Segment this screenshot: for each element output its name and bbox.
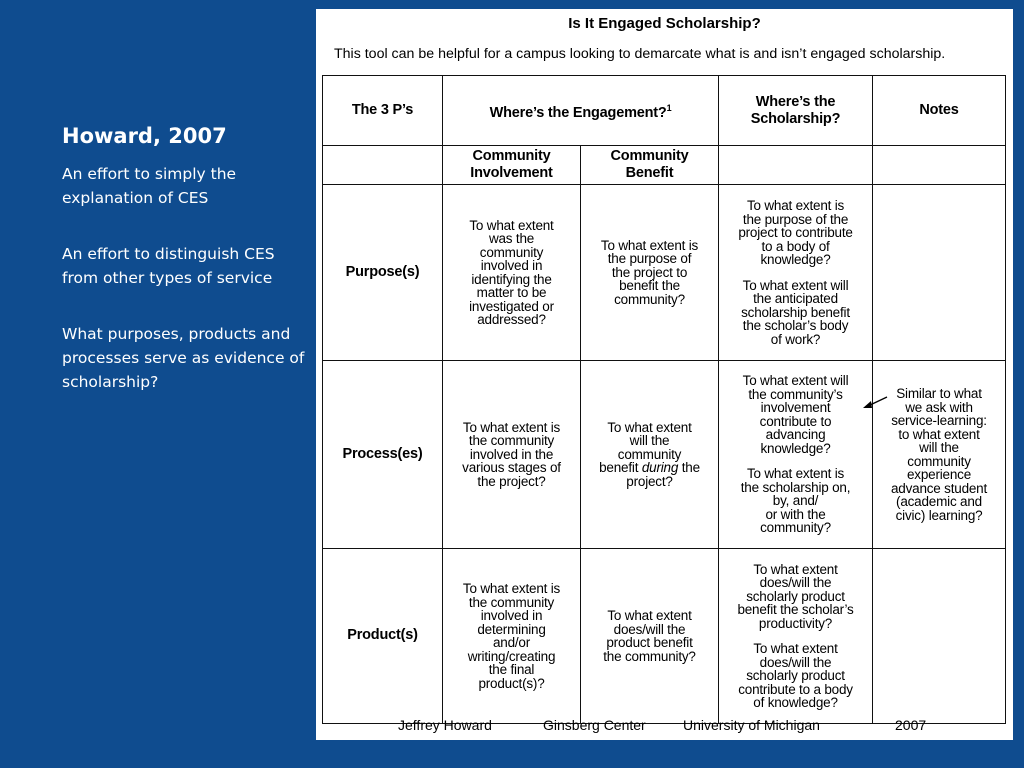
cell-process-benefit — [581, 361, 719, 549]
row-purpose — [323, 185, 1006, 361]
header-row — [323, 76, 1006, 146]
subheader-community-benefit: Community Benefit — [581, 146, 719, 185]
document-footer — [316, 717, 1013, 737]
benefit-text: To what extent will the community benefit — [599, 419, 692, 476]
footnote-marker: 1 — [666, 102, 672, 113]
notes-wrapper — [876, 387, 1002, 522]
scholarship-question: To what extent does/will the scholarly product contribute to a body of knowledge? — [738, 641, 853, 710]
header-3ps: The 3 P’s — [323, 76, 443, 146]
scholarship-question: To what extent will the community’s involvement contribute to advancing knowledge? — [742, 373, 849, 456]
slide-title: Howard, 2007 — [62, 124, 227, 148]
footer-center: Ginsberg Center — [543, 717, 646, 733]
bullet-point: An effort to distinguish CES from other types of service — [62, 245, 275, 287]
subheader-empty — [873, 146, 1006, 185]
cell-process-involvement: To what extent is the community involved in the various stages of the project? — [443, 361, 581, 549]
sidebar — [62, 124, 314, 426]
cell-product-benefit: To what extent does/will the product benefit the community? — [581, 549, 719, 724]
document-image — [316, 9, 1013, 740]
scholarship-question: To what extent is the scholarship on, by, and/ or with the community? — [740, 466, 851, 536]
header-engagement-label: Where’s the Engagement? — [489, 104, 667, 121]
subheader-empty — [719, 146, 873, 185]
row-label-purpose: Purpose(s) — [323, 185, 443, 361]
row-label-product: Product(s) — [323, 549, 443, 724]
scholarship-question: To what extent is the purpose of the project to contribute to a body of knowledge? — [738, 198, 853, 267]
cell-product-notes — [873, 549, 1006, 724]
cell-purpose-involvement: To what extent was the community involved in identifying the matter to be investigated or addressed? — [443, 185, 581, 361]
subheader-community-involvement: Community Involvement — [443, 146, 581, 185]
scholarship-question: To what extent will the anticipated scholarship benefit the scholar’s body of work? — [741, 277, 850, 347]
notes-text: Similar to what we ask with service-learning: to what extent will the community experience advance student (academic and civic) learning? — [890, 386, 988, 523]
document-subtitle: This tool can be helpful for a campus looking to demarcate what is and isn’t engaged scholarship. — [334, 46, 946, 62]
bullet-point: An effort to simply the explanation of CES — [62, 165, 237, 207]
cell-process-notes — [873, 361, 1006, 549]
cell-product-involvement: To what extent is the community involved in determining and/or writing/creating the final product(s)? — [443, 549, 581, 724]
row-product — [323, 549, 1006, 724]
benefit-emphasis: during — [641, 460, 679, 476]
cell-purpose-benefit: To what extent is the purpose of the project to benefit the community? — [581, 185, 719, 361]
document-title: Is It Engaged Scholarship? — [568, 15, 761, 32]
subheader-empty — [323, 146, 443, 185]
row-process — [323, 361, 1006, 549]
bullet-point: What purposes, products and processes serve as evidence of scholarship? — [62, 325, 305, 391]
benefit-text: the project? — [626, 460, 700, 489]
header-engagement — [443, 76, 719, 146]
header-scholarship: Where’s the Scholarship? — [719, 76, 873, 146]
subheader-row — [323, 146, 1006, 185]
footer-university: University of Michigan — [683, 717, 820, 733]
cell-purpose-notes — [873, 185, 1006, 361]
cell-process-scholarship — [719, 361, 873, 549]
engaged-scholarship-table — [322, 75, 1006, 724]
header-notes: Notes — [873, 76, 1006, 146]
footer-author: Jeffrey Howard — [398, 717, 492, 733]
cell-purpose-scholarship — [719, 185, 873, 361]
arrow-icon — [862, 395, 888, 411]
cell-product-scholarship — [719, 549, 873, 724]
footer-year: 2007 — [895, 717, 927, 733]
scholarship-question: To what extent does/will the scholarly product benefit the scholar’s productivity? — [737, 561, 854, 631]
row-label-process: Process(es) — [323, 361, 443, 549]
